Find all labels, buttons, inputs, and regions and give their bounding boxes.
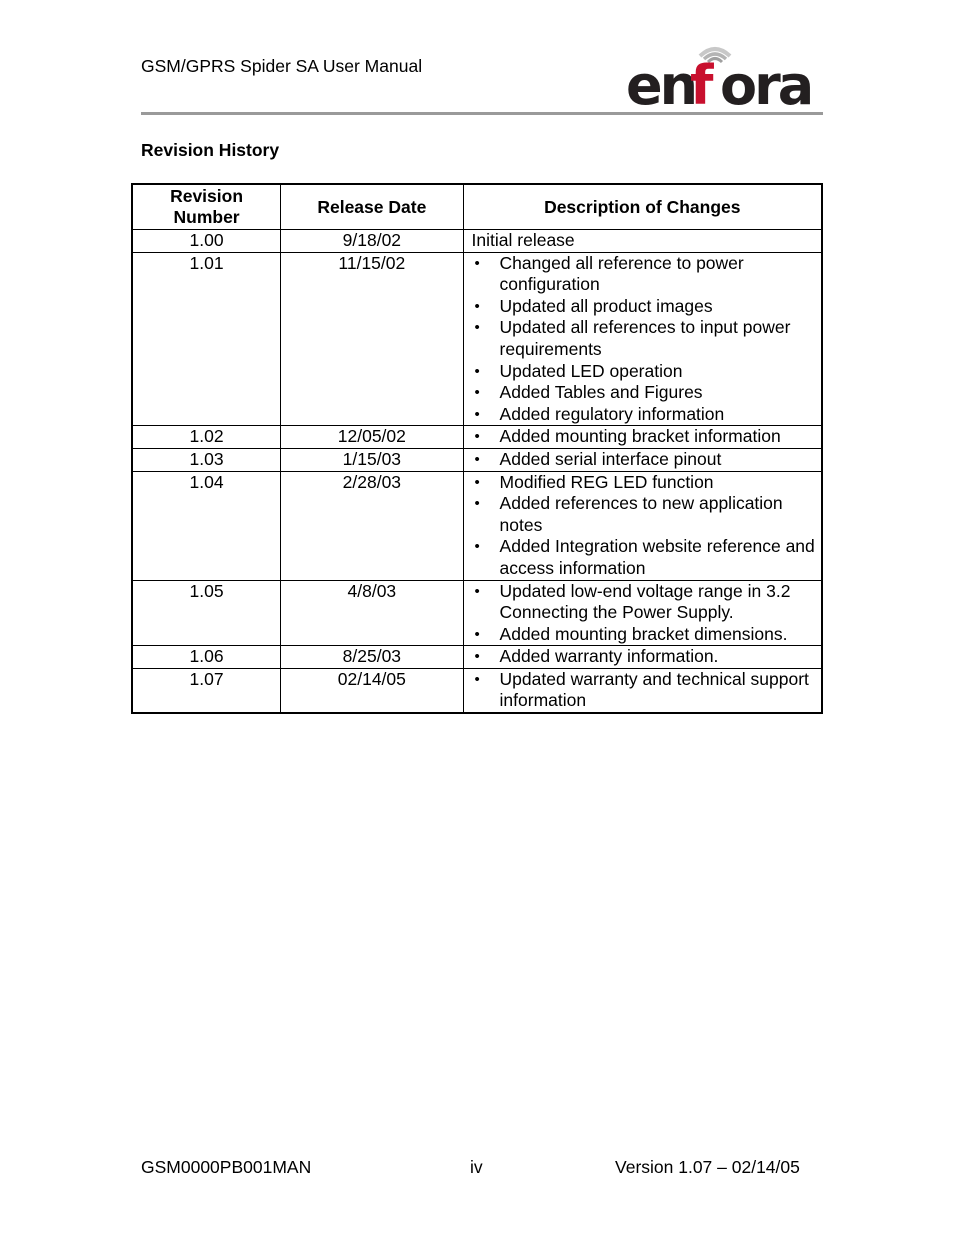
change-item: • Updated all product images	[472, 296, 817, 318]
release-date-cell: 8/25/03	[281, 646, 463, 669]
change-item: • Added references to new application notes	[472, 493, 817, 536]
footer-page-number: iv	[470, 1157, 483, 1177]
description-cell	[463, 646, 822, 669]
header-description: Description of Changes	[463, 184, 822, 230]
revision-number-cell: 1.07	[132, 668, 281, 713]
change-item: • Added serial interface pinout	[472, 449, 817, 471]
release-date-cell: 2/28/03	[281, 471, 463, 580]
description-cell	[463, 448, 822, 471]
change-item: • Added regulatory information	[472, 404, 817, 426]
change-item: • Added Integration website reference and access information	[472, 536, 817, 579]
release-date-cell: 4/8/03	[281, 580, 463, 646]
document-title: GSM/GPRS Spider SA User Manual	[141, 56, 423, 76]
change-item: • Added mounting bracket information	[472, 426, 817, 448]
table-row	[132, 230, 822, 253]
revision-number-cell: 1.06	[132, 646, 281, 669]
changes-list	[472, 646, 817, 668]
revision-number-cell: 1.02	[132, 426, 281, 449]
change-item: • Modified REG LED function	[472, 472, 817, 494]
description-cell	[463, 471, 822, 580]
table-row	[132, 668, 822, 713]
revision-number-cell: 1.04	[132, 471, 281, 580]
release-date-cell: 11/15/02	[281, 252, 463, 426]
release-date-cell: 02/14/05	[281, 668, 463, 713]
changes-list	[472, 669, 817, 712]
change-item: • Updated all references to input power requirements	[472, 317, 817, 360]
table-row	[132, 252, 822, 426]
changes-list	[472, 449, 817, 471]
description-cell	[463, 426, 822, 449]
table-row	[132, 426, 822, 449]
svg-text:en: en	[626, 54, 696, 110]
table-header-row	[132, 184, 822, 230]
release-date-cell: 9/18/02	[281, 230, 463, 253]
revision-history-table	[131, 183, 823, 714]
release-date-cell: 1/15/03	[281, 448, 463, 471]
header-release-date: Release Date	[281, 184, 463, 230]
change-item: • Updated warranty and technical support information	[472, 669, 817, 712]
change-item: • Updated LED operation	[472, 361, 817, 383]
enfora-logo	[624, 40, 820, 110]
header-revision-number	[132, 184, 281, 230]
description-cell	[463, 230, 822, 253]
release-date-cell: 12/05/02	[281, 426, 463, 449]
table-row	[132, 471, 822, 580]
header-revision-line1: Revision	[170, 186, 244, 206]
change-item: • Updated low-end voltage range in 3.2 Connecting the Power Supply.	[472, 581, 817, 624]
footer-doc-number: GSM0000PB001MAN	[141, 1157, 312, 1177]
changes-list	[472, 426, 817, 448]
section-title: Revision History	[141, 140, 280, 160]
header-rule	[141, 112, 823, 115]
description-cell	[463, 580, 822, 646]
revision-number-cell: 1.00	[132, 230, 281, 253]
revision-number-cell: 1.05	[132, 580, 281, 646]
change-item: • Added mounting bracket dimensions.	[472, 624, 817, 646]
revision-number-cell: 1.01	[132, 252, 281, 426]
table-row	[132, 580, 822, 646]
revision-number-cell: 1.03	[132, 448, 281, 471]
change-item: • Added warranty information.	[472, 646, 817, 668]
table-row	[132, 646, 822, 669]
change-item: • Added Tables and Figures	[472, 382, 817, 404]
changes-list	[472, 472, 817, 580]
table-row	[132, 448, 822, 471]
header-revision-line2: Number	[173, 207, 240, 227]
description-text: Initial release	[471, 230, 575, 250]
change-item: • Changed all reference to power configuration	[472, 253, 817, 296]
description-cell	[463, 252, 822, 426]
changes-list	[472, 581, 817, 646]
footer-version: Version 1.07 – 02/14/05	[615, 1157, 800, 1177]
changes-list	[472, 253, 817, 426]
svg-text:f: f	[690, 54, 714, 110]
description-cell	[463, 668, 822, 713]
svg-text:ora: ora	[720, 54, 812, 110]
